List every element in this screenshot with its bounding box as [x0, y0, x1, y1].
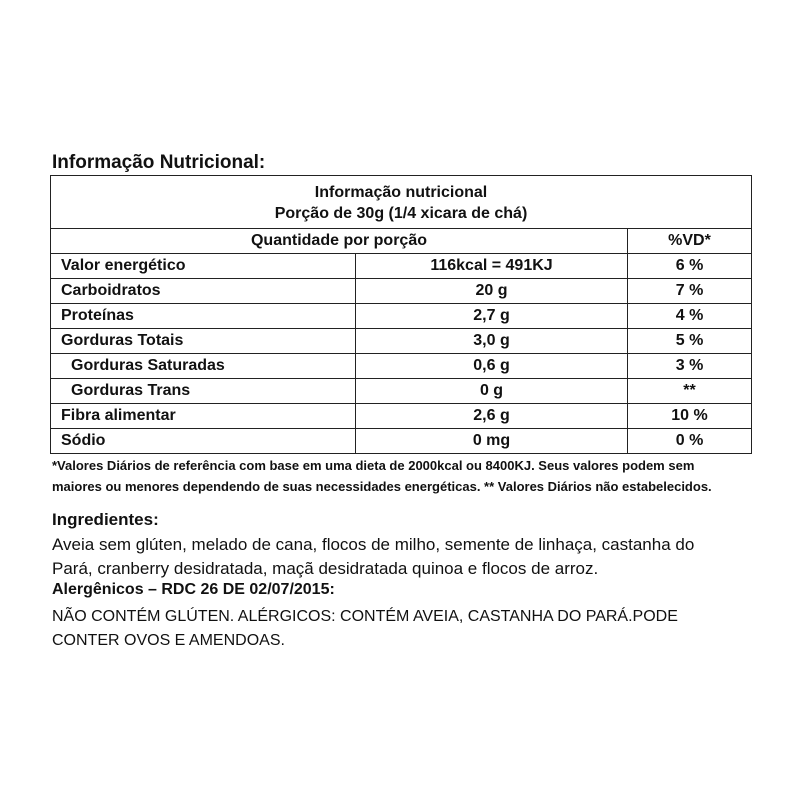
footnote-line: maiores ou menores dependendo de suas necessidades energéticas. ** Valores Diários não estabelecidos.: [52, 479, 712, 494]
table-row: [51, 429, 752, 454]
nutrient-vd: 6 %: [628, 254, 752, 279]
table-row: [51, 379, 752, 404]
nutrient-amount: 0,6 g: [356, 354, 628, 379]
column-header-row: [51, 229, 752, 254]
table-title-cell: [51, 176, 752, 229]
col-quantity-header: Quantidade por porção: [51, 229, 628, 254]
table-row: [51, 304, 752, 329]
nutrient-vd: 5 %: [628, 329, 752, 354]
nutrient-vd: 4 %: [628, 304, 752, 329]
section-heading: Informação Nutricional:: [52, 152, 266, 173]
nutrient-name: Proteínas: [51, 304, 356, 329]
nutrient-name: Valor energético: [51, 254, 356, 279]
nutrient-amount: 20 g: [356, 279, 628, 304]
footnote-line: *Valores Diários de referência com base em uma dieta de 2000kcal ou 8400KJ. Seus valores podem sem: [52, 458, 695, 473]
table-header: [51, 176, 752, 229]
daily-values-footnote: [52, 455, 762, 497]
nutrient-amount: 116kcal = 491KJ: [356, 254, 628, 279]
table-row: [51, 329, 752, 354]
serving-size: Porção de 30g (1/4 xicara de chá): [274, 205, 528, 222]
table-title: Informação nutricional: [314, 184, 488, 201]
table-row: [51, 254, 752, 279]
nutrient-vd: 7 %: [628, 279, 752, 304]
table-row: [51, 404, 752, 429]
nutrient-vd: **: [628, 379, 752, 404]
nutrient-amount: 2,6 g: [356, 404, 628, 429]
table-row: [51, 354, 752, 379]
nutrient-name: Gorduras Trans: [51, 379, 356, 404]
col-vd-header: %VD*: [628, 229, 752, 254]
ingredients-text: [52, 533, 772, 581]
ingredients-line: Pará, cranberry desidratada, maçã desidratada quinoa e flocos de arroz.: [52, 559, 599, 578]
nutrient-amount: 3,0 g: [356, 329, 628, 354]
nutrient-name: Gorduras Totais: [51, 329, 356, 354]
allergens-text: [52, 605, 752, 653]
nutrient-name: Gorduras Saturadas: [51, 354, 356, 379]
nutrient-amount: 2,7 g: [356, 304, 628, 329]
ingredients-line: Aveia sem glúten, melado de cana, flocos de milho, semente de linhaça, castanha do: [52, 535, 695, 554]
nutrient-amount: 0 mg: [356, 429, 628, 454]
nutrient-vd: 3 %: [628, 354, 752, 379]
table-row: [51, 279, 752, 304]
nutrient-amount: 0 g: [356, 379, 628, 404]
nutrient-name: Carboidratos: [51, 279, 356, 304]
nutrient-vd: 0 %: [628, 429, 752, 454]
allergens-line: CONTER OVOS E AMENDOAS.: [52, 632, 285, 649]
nutrition-table: [50, 175, 752, 454]
nutrient-vd: 10 %: [628, 404, 752, 429]
nutrient-name: Sódio: [51, 429, 356, 454]
allergens-line: NÃO CONTÉM GLÚTEN. ALÉRGICOS: CONTÉM AVEIA, CASTANHA DO PARÁ.PODE: [52, 608, 678, 625]
nutrient-name: Fibra alimentar: [51, 404, 356, 429]
allergens-title: Alergênicos – RDC 26 DE 02/07/2015:: [52, 581, 335, 598]
ingredients-title: Ingredientes:: [52, 510, 159, 529]
